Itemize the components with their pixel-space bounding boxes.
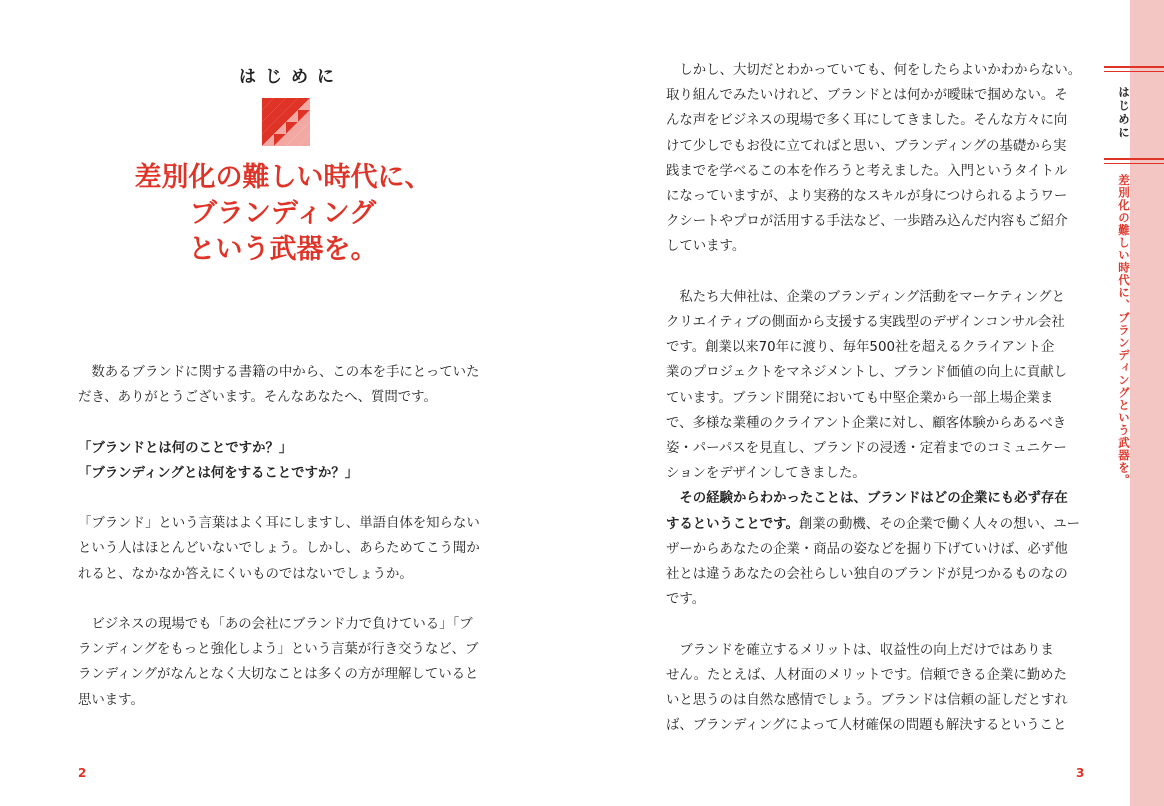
triangle-grid-icon [262, 98, 310, 146]
text-line: 践までを学べるこの本を作ろうと考えました。入門というタイトル [666, 163, 1068, 179]
text-line: いと思うのは自然な感情でしょう。ブランドは信頼の証しだとすれ [666, 693, 1068, 709]
emphasis-line [666, 486, 1086, 511]
text-line: 取り組んでみたいけれど、ブランドとは何かが曖昧で掴めない。そ [666, 88, 1068, 104]
title-line: ブランディング [189, 198, 377, 229]
tab-divider [1104, 71, 1164, 72]
bold-text: するということです。 [666, 516, 799, 532]
text-line: ランディングがなんとなく大切なことは多くの方が理解していると [78, 667, 479, 683]
right-page [582, 0, 1164, 806]
text-line: 思います。 [78, 692, 144, 708]
text-line: ば、ブランディングによって人材確保の問題も解決するということ [666, 718, 1067, 734]
text-line: 「ブランド」という言葉はよく耳にしますし、単語自体を知らない [78, 516, 480, 532]
bold-text: その経験からわかったことは、ブランドはどの企業にも必ず存在 [666, 491, 1068, 507]
text-line: 社とは違うあなたの会社らしい独自のブランドが見つかるものなの [666, 567, 1068, 583]
page-number-right: 3 [1076, 766, 1085, 780]
text-line: しています。 [666, 239, 746, 255]
tab-divider [1104, 66, 1164, 68]
side-tab [1130, 0, 1164, 806]
text-line: ションをデザインしてきました。 [666, 466, 866, 482]
page-number-left: 2 [78, 766, 87, 780]
title-line: 差別化の難しい時代に、 [134, 162, 432, 193]
text-line: ブランドを確立するメリットは、収益性の向上だけではありま [666, 642, 1054, 658]
text-line: しかし、大切だとわかっていても、何をしたらよいかわからない。 [666, 63, 1082, 78]
text-line: んな声をビジネスの現場で多く耳にしてきました。そんな方々に向 [666, 113, 1068, 129]
tab-divider [1104, 158, 1164, 160]
left-body-text [78, 360, 498, 713]
text-line: せん。たとえば、人材面のメリットです。信頼できる企業に勤めた [666, 667, 1067, 683]
text-line: です。創業以来70年に渡り、毎年500社を超えるクライアント企 [666, 340, 1055, 356]
text-line: だき、ありがとうございます。そんなあなたへ、質問です。 [78, 390, 437, 406]
right-body-text [666, 58, 1086, 738]
text-line: クリエイティブの側面から支援する実践型のデザインコンサル会社 [666, 315, 1065, 331]
title-line: という武器を。 [188, 234, 378, 265]
text-line: 数あるブランドに関する書籍の中から、この本を手にとっていた [78, 365, 480, 380]
text-line: けて少しでもお役に立てればと思い、ブランディングの基礎から実 [666, 138, 1067, 154]
text-line: ザーからあなたの企業・商品の姿などを掘り下げていけば、必ず他 [666, 541, 1068, 557]
emphasis-line [666, 512, 1086, 537]
tab-divider [1104, 163, 1164, 164]
text-line: ビジネスの現場でも「あの会社にブランド力で負けている」「ブ [78, 616, 473, 632]
text-line: ランディングをもっと強化しよう」という言葉が行き交うなど、ブ [78, 642, 479, 658]
tab-title: 差別化の難しい時代に、ブランディングという武器を。 [1117, 174, 1131, 487]
text-line: れると、なかなか答えにくいものではないでしょうか。 [78, 566, 413, 582]
text-line: 私たち大伸社は、企業のブランディング活動をマーケティングと [666, 289, 1066, 305]
text-span: 創業の動機、その企業で働く人々の想い、ユー [798, 516, 1081, 532]
text-line: ています。ブランド開発においても中堅企業から一部上場企業ま [666, 390, 1054, 406]
text-line: クシートやプロが活用する手法など、一歩踏み込んだ内容もご紹介 [666, 214, 1068, 230]
page-title [0, 160, 566, 268]
question-line: 「ブランドとは何のことですか？」 [78, 440, 293, 456]
section-kicker: はじめに [239, 67, 343, 87]
text-line: です。 [666, 592, 706, 608]
text-line: になっていますが、より実務的なスキルが身につけられるようワー [666, 189, 1068, 205]
tab-section-label: はじめに [1117, 86, 1131, 140]
text-line: という人はほとんどいないでしょう。しかし、あらためてこう聞か [78, 541, 480, 557]
text-line: 業のプロジェクトをマネジメントし、ブランド価値の向上に貢献し [666, 365, 1068, 381]
text-line: 姿・パーパスを見直し、ブランドの浸透・定着までのコミュニケー [666, 441, 1067, 457]
text-line: で、多様な業種のクライアント企業に対し、顧客体験からあるべき [666, 415, 1067, 431]
question-line: 「ブランディングとは何をすることですか？」 [78, 465, 359, 481]
